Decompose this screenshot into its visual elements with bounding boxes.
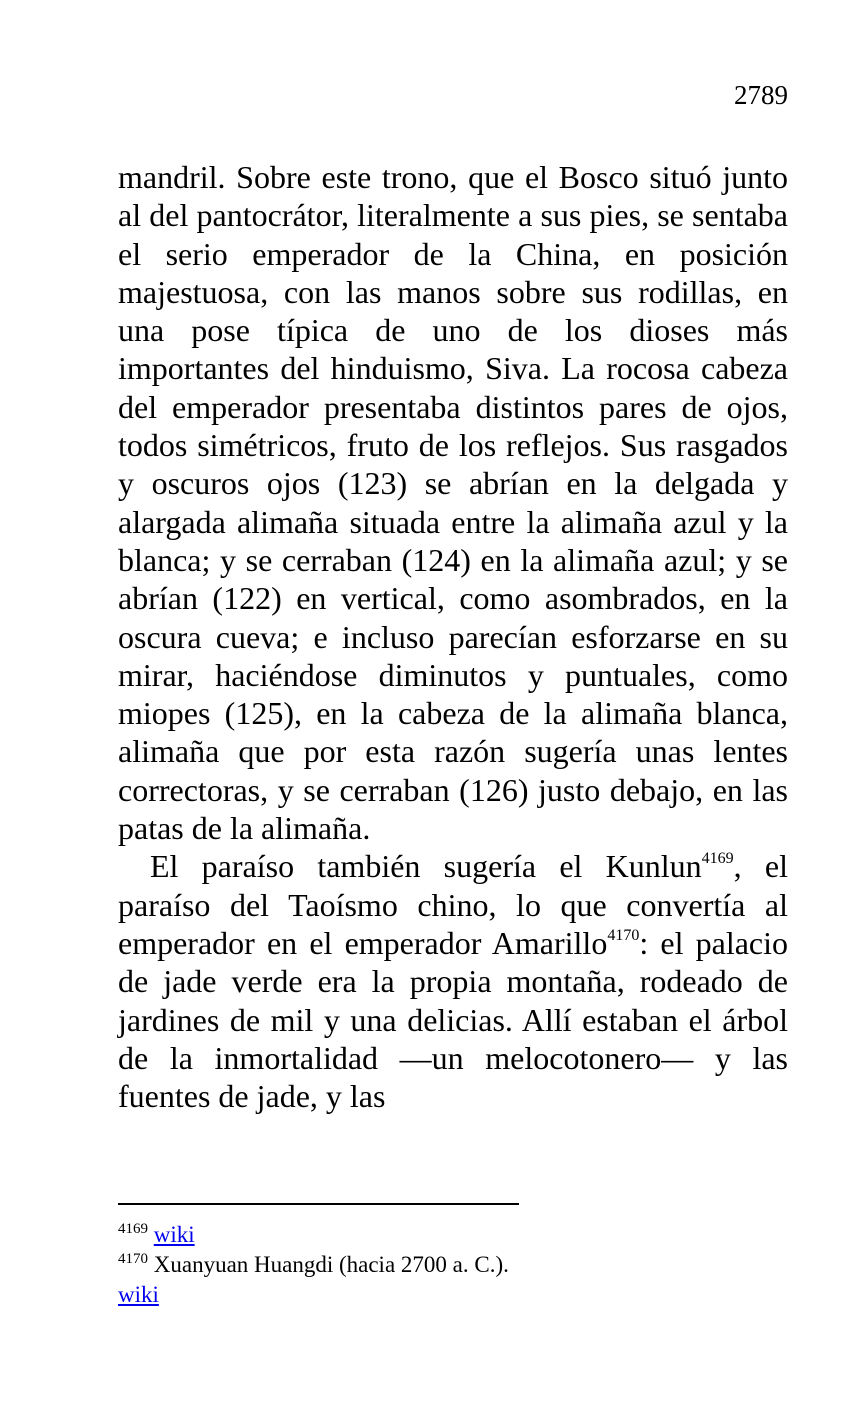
footnote-separator bbox=[118, 1203, 519, 1205]
footnote-number: 4170 bbox=[118, 1251, 148, 1267]
paragraph-2-text-c: : el palacio de jade verde era la propia montaña, rodeado de jardines de mil y una delicias. Allí estaban el árbol de la inmortalidad —un melocotonero— y las fuentes de jade, y las bbox=[118, 924, 788, 1115]
body-text bbox=[118, 158, 788, 1115]
footnote-wiki-link[interactable]: wiki bbox=[153, 1222, 195, 1247]
page-number: 2789 bbox=[734, 80, 788, 110]
footnote-4169 bbox=[118, 1220, 788, 1250]
footnote-number: 4169 bbox=[118, 1221, 148, 1237]
footnotes bbox=[118, 1220, 788, 1310]
footnote-ref-4170[interactable]: 4170 bbox=[607, 926, 640, 944]
paragraph-2-text-b: , el paraíso del Taoísmo chino, lo que convertía al emperador en el emperador Amarillo bbox=[118, 848, 789, 961]
paragraph-2-text-a: El paraíso también sugería el Kunlun bbox=[150, 848, 702, 885]
footnote-text: Xuanyuan Huangdi (hacia 2700 a. C.). bbox=[153, 1252, 509, 1277]
paragraph-1: mandril. Sobre este trono, que el Bosco situó junto al del pantocrátor, literalmente a sus pies, se sentaba el serio emperador de la China, en posición majestuosa, con las manos sobre sus rodillas, en una pose típica de uno de los dioses más importantes del hinduismo, Siva. La rocosa cabeza del emperador presentaba distintos pares de ojos, todos simétricos, fruto de los reflejos. Sus rasgados y oscuros ojos (123) se abrían en la delgada y alargada alimaña situada entre la alimaña azul y la blanca; y se cerraban (124) en la alimaña azul; y se abrían (122) en vertical, como asombrados, en la oscura cueva; e incluso parecían esforzarse en su mirar, haciéndose diminutos y puntuales, como miopes (125), en la cabeza de la alimaña blanca, alimaña que por esta razón sugería unas lentes correctoras, y se cerraban (126) justo debajo, en las patas de la alimaña. bbox=[118, 159, 788, 847]
footnote-4170 bbox=[118, 1250, 788, 1280]
paragraph-2 bbox=[118, 847, 788, 1115]
footnote-4170-link-line bbox=[118, 1280, 788, 1310]
footnote-wiki-link[interactable]: wiki bbox=[118, 1282, 159, 1307]
footnote-ref-4169[interactable]: 4169 bbox=[701, 850, 734, 868]
